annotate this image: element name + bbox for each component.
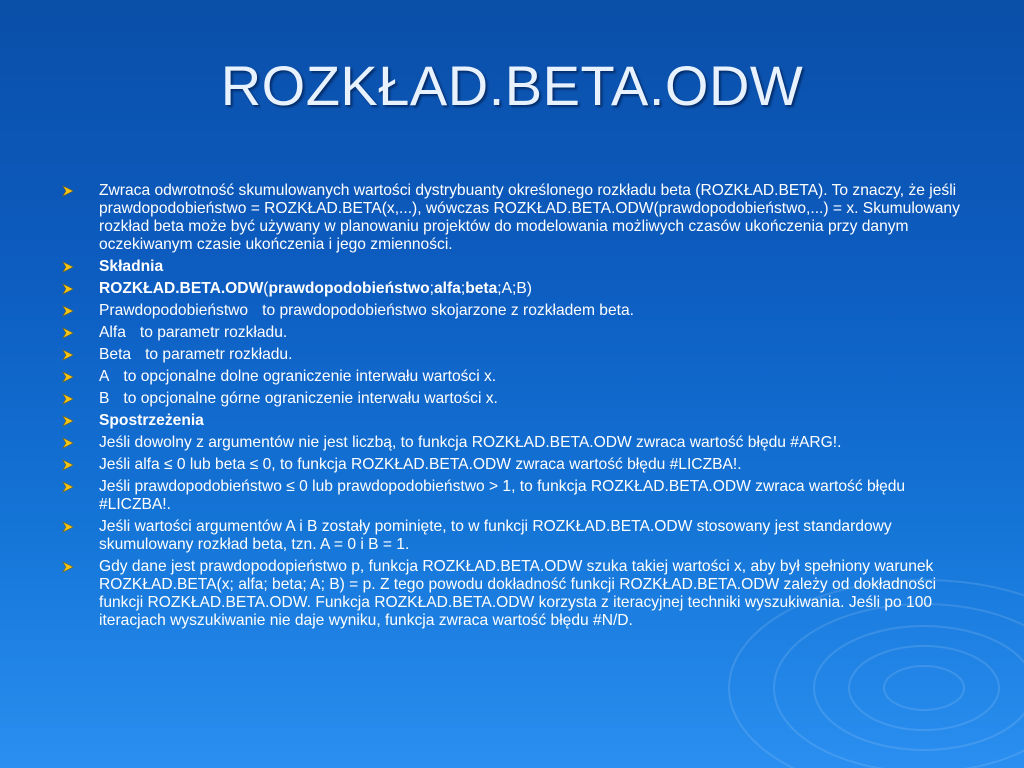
syntax-sep: ;: [460, 280, 466, 297]
param-term: B: [99, 390, 110, 407]
param-term: Alfa: [99, 324, 126, 341]
arrow-bullet-icon: [62, 437, 74, 449]
bullet-item: [62, 390, 962, 408]
bullet-item: [62, 280, 962, 298]
bullet-text: Jeśli alfa ≤ 0 lub beta ≤ 0, to funkcja ROZKŁAD.BETA.ODW zwraca wartość błędu #LICZBA!.: [99, 456, 742, 473]
bullet-text: Jeśli wartości argumentów A i B zostały pominięte, to w funkcji ROZKŁAD.BETA.ODW stosowany jest standardowy skumulowany rozkład beta, tzn. A = 0 i B = 1.: [99, 518, 892, 553]
bullet-item: [62, 302, 962, 320]
param-desc: to opcjonalne górne ograniczenie interwału wartości x.: [123, 390, 498, 407]
slide-title: ROZKŁAD.BETA.ODW: [220, 54, 804, 117]
syntax-arg: prawdopodobieństwo: [268, 280, 430, 297]
syntax-function: ROZKŁAD.BETA.ODW: [99, 280, 264, 297]
bullet-item: [62, 558, 962, 630]
arrow-bullet-icon: [62, 185, 74, 197]
bullet-item: [62, 518, 962, 554]
bullet-text: Jeśli prawdopodobieństwo ≤ 0 lub prawdopodobieństwo > 1, to funkcja ROZKŁAD.BETA.ODW zwraca wartość błędu #LICZBA!.: [99, 478, 906, 513]
syntax-arg: alfa: [433, 280, 461, 297]
bullet-item: [62, 258, 962, 276]
syntax-sep: ;: [429, 280, 434, 297]
param-desc: to opcjonalne dolne ograniczenie interwału wartości x.: [123, 368, 497, 385]
syntax-arg: beta: [465, 280, 498, 297]
param-term: A: [99, 368, 110, 385]
arrow-bullet-icon: [62, 261, 74, 273]
bullet-item: [62, 434, 962, 452]
arrow-bullet-icon: [62, 415, 74, 427]
arrow-bullet-icon: [62, 561, 74, 573]
arrow-bullet-icon: [62, 521, 74, 533]
syntax-line: [99, 280, 532, 297]
param-term: Beta: [99, 346, 132, 363]
bullet-item: [62, 346, 962, 364]
param-desc: to parametr rozkładu.: [139, 324, 288, 341]
bullet-item: [62, 324, 962, 342]
bullet-list: [62, 182, 962, 634]
section-heading: Spostrzeżenia: [99, 412, 204, 429]
arrow-bullet-icon: [62, 393, 74, 405]
arrow-bullet-icon: [62, 371, 74, 383]
arrow-bullet-icon: [62, 459, 74, 471]
section-heading: Składnia: [99, 258, 164, 275]
bullet-text: Gdy dane jest prawdopodopieństwo p, funkcja ROZKŁAD.BETA.ODW szuka takiej wartości x, aby był spełniony warunek ROZKŁAD.BETA(x; alfa; beta; A; B) = p. Z tego powodu dokładność funkcji ROZKŁAD.BETA.ODW zależy od dokładności funkcji ROZKŁAD.BETA.ODW. Funkcja ROZKŁAD.BETA.ODW korzysta z iteracyjnej techniki wyszukiwania. Jeśli po 100 iteracjach wyszukiwanie nie daje wyniku, funkcja zwraca wartość błędu #N/D.: [99, 558, 937, 629]
bullet-item: [62, 368, 962, 386]
arrow-bullet-icon: [62, 305, 74, 317]
arrow-bullet-icon: [62, 349, 74, 361]
arrow-bullet-icon: [62, 327, 74, 339]
bullet-item: [62, 182, 962, 254]
bullet-item: [62, 412, 962, 430]
arrow-bullet-icon: [62, 481, 74, 493]
bullet-text: Jeśli dowolny z argumentów nie jest liczbą, to funkcja ROZKŁAD.BETA.ODW zwraca wartość błędu #ARG!.: [99, 434, 842, 451]
arrow-bullet-icon: [62, 283, 74, 295]
param-desc: to prawdopodobieństwo skojarzone z rozkładem beta.: [262, 302, 634, 319]
param-desc: to parametr rozkładu.: [145, 346, 293, 363]
syntax-open: (: [263, 280, 269, 297]
bullet-item: [62, 456, 962, 474]
syntax-rest: ;A;B): [497, 280, 532, 297]
bullet-item: [62, 478, 962, 514]
bullet-text: Zwraca odwrotność skumulowanych wartości dystrybuanty określonego rozkładu beta (ROZKŁAD.BETA). To znaczy, że jeśli prawdopodobieństwo = ROZKŁAD.BETA(x,...), wówczas ROZKŁAD.BETA.ODW(prawdopodobieństwo,...) = x. Skumulowany rozkład beta może być używany w planowaniu projektów do modelowania możliwych czasów ukończenia przy danym oczekiwanym czasie ukończenia i jego zmienności.: [99, 182, 960, 253]
param-term: Prawdopodobieństwo: [99, 302, 249, 319]
